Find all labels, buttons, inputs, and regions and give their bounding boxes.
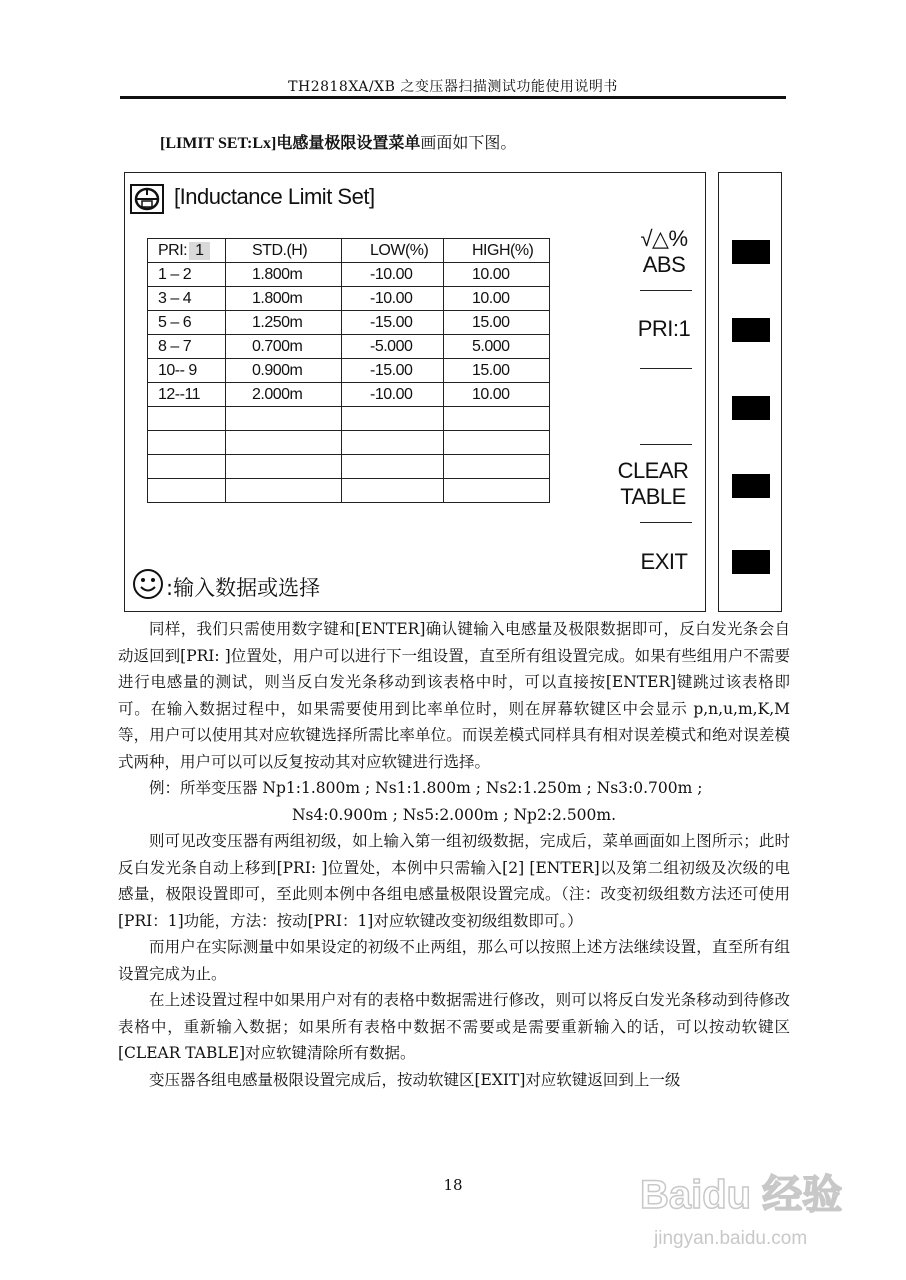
- softkey-panel: [718, 172, 782, 612]
- std-cell[interactable]: 1.250m: [226, 311, 342, 335]
- winding-cell[interactable]: 5 – 6: [148, 311, 226, 335]
- low-cell[interactable]: -15.00: [342, 311, 444, 335]
- std-cell[interactable]: 1.800m: [226, 287, 342, 311]
- pri-label: PRI:: [158, 241, 188, 259]
- softkey-label-clear-table[interactable]: [608, 458, 698, 510]
- menu-name: [LIMIT SET:Lx]电感量极限设置菜单: [160, 135, 421, 152]
- low-cell[interactable]: -15.00: [342, 359, 444, 383]
- high-cell[interactable]: 10.00: [444, 287, 550, 311]
- std-cell[interactable]: [226, 431, 342, 455]
- softkey-button-3[interactable]: [732, 396, 770, 420]
- softkey-label-exit[interactable]: EXIT: [640, 549, 688, 574]
- winding-cell[interactable]: 10-- 9: [148, 359, 226, 383]
- low-cell[interactable]: [342, 431, 444, 455]
- column-header-high: HIGH(%): [444, 239, 550, 263]
- paragraph: 变压器各组电感量极限设置完成后，按动软键区[EXIT]对应软键返回到上一级: [149, 1070, 681, 1089]
- low-cell[interactable]: -10.00: [342, 263, 444, 287]
- smiley-icon: [132, 568, 164, 600]
- paragraph-example: 例：所举变压器 Np1:1.800m ; Ns1:1.800m ; Ns2:1.250m ; Ns3:0.700m ;: [149, 779, 703, 797]
- softkey-button-4[interactable]: [732, 474, 770, 498]
- winding-cell[interactable]: 3 – 4: [148, 287, 226, 311]
- std-cell[interactable]: 0.900m: [226, 359, 342, 383]
- watermark-url: jingyan.baidu.com: [654, 1228, 808, 1249]
- std-cell[interactable]: [226, 479, 342, 503]
- softkey-button-2[interactable]: [732, 318, 770, 342]
- high-cell[interactable]: 15.00: [444, 359, 550, 383]
- winding-cell[interactable]: [148, 479, 226, 503]
- high-cell[interactable]: [444, 479, 550, 503]
- intro-suffix: 画面如下图。: [420, 133, 517, 152]
- intro-line: [160, 130, 516, 153]
- low-cell[interactable]: [342, 479, 444, 503]
- low-cell[interactable]: -10.00: [342, 287, 444, 311]
- softkey-deviation-line2: ABS: [642, 252, 686, 277]
- high-cell[interactable]: [444, 455, 550, 479]
- softkey-button-5[interactable]: [732, 550, 770, 574]
- header-rule: [120, 96, 786, 99]
- watermark-brand: Baidu 经验: [640, 1173, 843, 1217]
- std-cell[interactable]: 1.800m: [226, 263, 342, 287]
- low-cell[interactable]: [342, 407, 444, 431]
- table-header-row: [148, 239, 550, 263]
- low-cell[interactable]: -10.00: [342, 383, 444, 407]
- table-row: [148, 407, 550, 431]
- softkey-divider: [640, 522, 692, 523]
- document-header-title: TH2818XA/XB 之变压器扫描测试功能使用说明书: [288, 79, 618, 95]
- winding-cell[interactable]: [148, 455, 226, 479]
- high-cell[interactable]: 15.00: [444, 311, 550, 335]
- softkey-button-1[interactable]: [732, 240, 770, 264]
- softkey-divider: [640, 368, 692, 369]
- pri-selector-cell[interactable]: [148, 239, 226, 263]
- std-cell[interactable]: 2.000m: [226, 383, 342, 407]
- table-row: [148, 431, 550, 455]
- input-prompt: :输入数据或选择: [166, 576, 321, 600]
- paragraph: 在上述设置过程中如果用户对有的表格中数据需进行修改，则可以将反白发光条移动到待修改表格中，重新输入数据；如果所有表格中数据不需要或是需要重新输入的话，可以按动软键区[CLEAR TABLE]对应软键清除所有数据。: [118, 991, 790, 1062]
- paragraph: 则可见改变压器有两组初级，如上输入第一组初级数据，完成后，菜单画面如上图所示；此时反白发光条自动上移到[PRI: ]位置处，本例中只需输入[2] [ENTER]以及第二组初级及次级的电感量，极限设置即可，至此则本例中各组电感量极限设置完成。（注：改变初级组数方法还可使用[PRI：1]功能，方法：按动[PRI：1]对应软键改变初级组数即可。）: [118, 832, 790, 930]
- table-row: [148, 359, 550, 383]
- high-cell[interactable]: 10.00: [444, 263, 550, 287]
- table-row: [148, 383, 550, 407]
- softkey-divider: [640, 444, 692, 445]
- paragraph-example-cont: Ns4:0.900m ; Ns5:2.000m ; Np2:2.500m.: [291, 805, 617, 824]
- winding-cell[interactable]: [148, 407, 226, 431]
- table-row: [148, 263, 550, 287]
- std-cell[interactable]: [226, 407, 342, 431]
- low-cell[interactable]: -5.000: [342, 335, 444, 359]
- paragraph: 同样，我们只需使用数字键和[ENTER]确认键输入电感量及极限数据即可，反白发光条会自动返回到[PRI: ]位置处，用户可以进行下一组设置，直至所有组设置完成。如果有些组用户不需要进行电感量的测试，则当反白发光条移动到该表格中时，可以直接按[ENTER]键跳过该表格即可。在输入数据过程中，如果需要使用到比率单位时，则在屏幕软键区中会显示 p,n,u,m,K,M 等，用户可以使用其对应软键选择所需比率单位。而误差模式同样具有相对误差模式和绝对误差模式两种，用户可以可以反复按动其对应软键进行选择。: [118, 620, 790, 771]
- high-cell[interactable]: [444, 407, 550, 431]
- std-cell[interactable]: 0.700m: [226, 335, 342, 359]
- winding-cell[interactable]: [148, 431, 226, 455]
- softkey-label-deviation-mode[interactable]: [624, 226, 704, 278]
- table-row: [148, 479, 550, 503]
- paragraph: 而用户在实际测量中如果设定的初级不止两组，那么可以按照上述方法继续设置，直至所有组设置完成为止。: [118, 938, 790, 983]
- winding-cell[interactable]: 12--11: [148, 383, 226, 407]
- softkey-label-pri[interactable]: PRI:1: [637, 316, 691, 341]
- softkey-clear-line1: CLEAR: [617, 458, 689, 483]
- column-header-low: LOW(%): [342, 239, 444, 263]
- column-header-std: STD.(H): [226, 239, 342, 263]
- table-row: [148, 287, 550, 311]
- page-number: 18: [443, 1176, 463, 1194]
- high-cell[interactable]: 5.000: [444, 335, 550, 359]
- high-cell[interactable]: [444, 431, 550, 455]
- table-row: [148, 335, 550, 359]
- pri-value[interactable]: 1: [189, 242, 209, 260]
- low-cell[interactable]: [342, 455, 444, 479]
- screen-title: [Inductance Limit Set]: [174, 184, 375, 209]
- winding-cell[interactable]: 8 – 7: [148, 335, 226, 359]
- body-text: [118, 616, 790, 1093]
- inductance-limit-table: [147, 238, 550, 503]
- settings-screen-icon: [130, 184, 164, 214]
- softkey-divider: [640, 290, 692, 291]
- baidu-jingyan-watermark: [636, 1166, 866, 1266]
- table-row: [148, 455, 550, 479]
- std-cell[interactable]: [226, 455, 342, 479]
- softkey-deviation-line1: √△%: [640, 226, 688, 251]
- softkey-clear-line2: TABLE: [620, 484, 686, 509]
- table-row: [148, 311, 550, 335]
- high-cell[interactable]: 10.00: [444, 383, 550, 407]
- winding-cell[interactable]: 1 – 2: [148, 263, 226, 287]
